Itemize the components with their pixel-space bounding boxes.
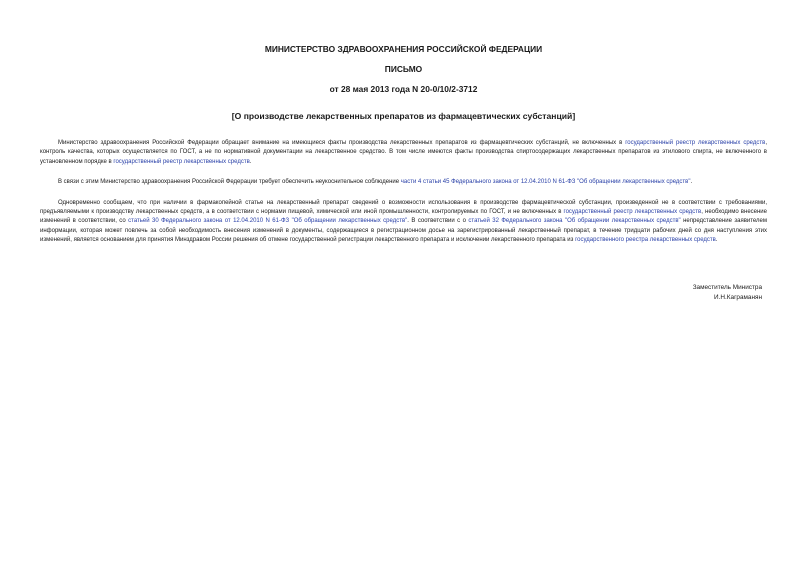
paragraph-1-text-3: . — [249, 158, 252, 165]
document-subject: [О производстве лекарственных препаратов из фармацевтических субстанций] — [231, 111, 576, 121]
link-state-register[interactable]: государственного реестра лекарственных средств — [575, 237, 716, 244]
paragraph-1-text-2: , контроль качества, которых осуществляется по ГОСТ, а не по нормативной документации на лекарственное средство. В том числе имеются факты производства спиртосодержащих лекарственных препаратов из этилового спирта, не включенного в установленном порядке в — [40, 140, 767, 165]
paragraph-2-text-2: . — [690, 179, 693, 186]
paragraph-2 — [40, 178, 767, 187]
signatory-position: Заместитель Министра — [692, 284, 762, 291]
signature-block — [693, 283, 762, 303]
paragraph-3-text-1: Одновременно сообщаем, что при наличии в фармакопейной статье на лекарственный препарат сведений о возможности использования в производстве фармацевтической субстанции, произведенной не в соответствии с требованиями, предъявляемыми к производству лекарственных средств, а в соответствии с нормами пищевой, химической или иной промышленности, контролируемых по ГОСТ, и не включенных в — [40, 199, 767, 216]
paragraph-1-text-1: Министерство здравоохранения Российской Федерации обращает внимание на имеющиеся факты производства лекарственных препаратов из фармацевтических субстанций, не включенных в — [58, 140, 626, 146]
paragraph-3-text-5: . — [715, 237, 718, 244]
ministry-name: МИНИСТЕРСТВО ЗДРАВООХРАНЕНИЯ РОССИЙСКОЙ ФЕДЕРАЦИИ — [264, 44, 543, 54]
paragraph-3-text-4: непредставление заявителем информации, которая может повлечь за собой необходимость внесения изменений в документы, содержащиеся в регистрационном досье на зарегистрированный лекарственный препарат, в течение тридцати рабочих дней со дня наступления этих изменений, является основанием для принятия Минздравом России решения об отмене государственной регистрации лекарственного препарата и исключении лекарственного препарата из — [40, 218, 768, 244]
paragraph-1 — [40, 139, 767, 167]
paragraph-3-text-2: , необходимо внесение изменений в соответствии, со — [40, 209, 767, 225]
link-law-article-32[interactable]: статьей 32 Федерального закона "Об обращении лекарственных средств" — [468, 218, 681, 225]
document-type: ПИСЬМО — [384, 64, 423, 74]
link-law-article-45[interactable]: части 4 статьи 45 Федерального закона от 12.04.2010 N 61-ФЗ "Об обращении лекарственных средств" — [400, 179, 691, 186]
letter-body — [40, 139, 767, 246]
signatory-name: И.Н.Каграманян — [714, 294, 762, 301]
link-state-register[interactable]: государственный реестр лекарственных средств — [563, 209, 702, 216]
paragraph-2-text-1: В связи с этим Министерство здравоохранения Российской Федерации требует обеспечить неукоснительное соблюдение — [58, 179, 401, 186]
link-state-register[interactable]: государственный реестр лекарственных средств — [625, 140, 766, 146]
document-date-number: от 28 мая 2013 года N 20-0/10/2-3712 — [329, 84, 478, 94]
link-state-register[interactable]: государственный реестр лекарственных средств — [113, 158, 250, 165]
paragraph-3 — [40, 199, 767, 246]
link-law-article-30[interactable]: статьей 30 Федерального закона от 12.04.2010 N 61-ФЗ "Об обращении лекарственных средств" — [128, 218, 408, 225]
paragraph-3-text-3: . В соответствии с о — [407, 218, 469, 225]
